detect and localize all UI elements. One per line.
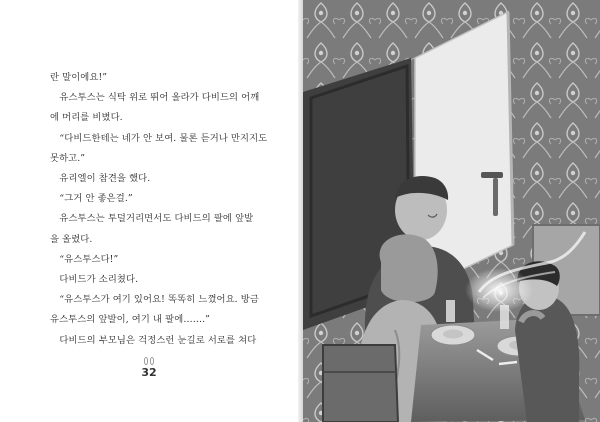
paragraph-line: 유스투스의 앞발이, 여기 내 팔에…….” bbox=[50, 314, 211, 326]
paragraph-line: 다비드의 부모님은 걱정스런 눈길로 서로를 쳐다 bbox=[50, 334, 257, 346]
story-text bbox=[50, 68, 282, 351]
paragraph-line: “다비드한테는 네가 안 보여. 물론 듣거나 만지지도 bbox=[50, 132, 268, 144]
family-dinner-illustration bbox=[303, 0, 600, 422]
paragraph-line: 유스투스는 식탁 위로 뛰어 올라가 다비드의 어깨 bbox=[50, 92, 260, 104]
right-page-illustration bbox=[303, 0, 600, 422]
paragraph-line: “유스투스가 여기 있어요! 똑똑히 느꼈어요. 방금 bbox=[50, 294, 259, 306]
paragraph-line: 을 올렸다. bbox=[50, 233, 93, 245]
paragraph-line: 못하고.” bbox=[50, 152, 86, 164]
paragraph-line: 유스투스는 투덜거리면서도 다비드의 팔에 앞발 bbox=[50, 213, 254, 225]
paragraph-line: 란 말이에요!” bbox=[50, 72, 108, 83]
paragraph-line: 유리엘이 참견을 했다. bbox=[50, 173, 151, 185]
paragraph-line: 다비드가 소리쳤다. bbox=[50, 274, 139, 286]
page-number: 32 bbox=[141, 366, 157, 379]
paragraph-line: 에 머리를 비볐다. bbox=[50, 112, 123, 124]
paragraph-line: “그거 안 좋은걸.” bbox=[50, 193, 133, 205]
paragraph-line: “유스투스다!” bbox=[50, 253, 119, 265]
